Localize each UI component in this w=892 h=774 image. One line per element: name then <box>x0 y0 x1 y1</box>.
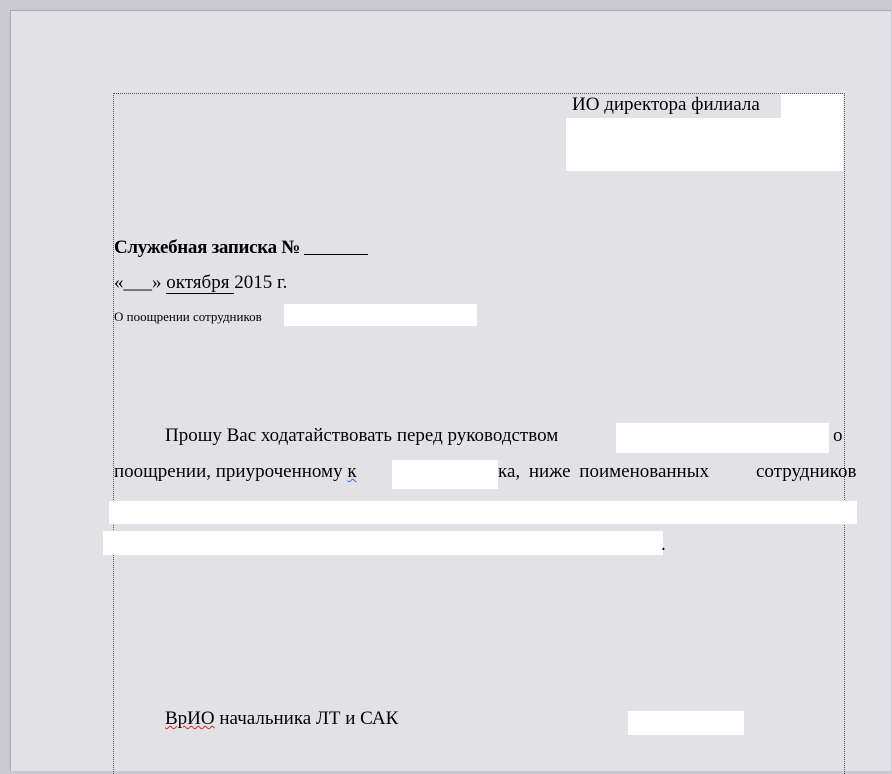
redacted-block <box>566 118 843 171</box>
paragraph-line-2-end: сотрудников <box>756 461 857 482</box>
signature-title: начальника ЛТ и САК <box>214 708 399 729</box>
spellcheck-marked-word: ВрИО <box>165 708 215 729</box>
signature-line <box>165 708 398 730</box>
grammar-marked-word: к <box>347 461 357 482</box>
paragraph-period: . <box>661 534 666 555</box>
paragraph-line-2-start <box>114 461 357 483</box>
memo-title-text: Служебная записка № <box>114 237 301 258</box>
redacted-block <box>616 423 829 453</box>
addressee-line: ИО директора филиала <box>572 94 760 115</box>
memo-title <box>114 236 368 259</box>
redacted-block <box>628 711 744 735</box>
paragraph-line-2-mid: ка, ниже поименованных <box>498 461 709 482</box>
redacted-block <box>109 501 857 524</box>
redacted-block <box>284 304 477 326</box>
memo-number-blank <box>304 236 368 255</box>
paragraph-line-1-end: о <box>833 425 843 446</box>
redacted-block <box>103 531 663 555</box>
redacted-block <box>392 460 498 489</box>
date-year: 2015 г. <box>234 272 288 293</box>
paragraph-line-1: Прошу Вас ходатайствовать перед руководством <box>165 425 559 446</box>
memo-date <box>114 272 287 294</box>
redacted-block <box>781 94 843 118</box>
memo-subject: О поощрении сотрудников <box>114 309 262 324</box>
paragraph-text: поощрении, приуроченному <box>114 461 348 482</box>
date-month: октября <box>166 272 235 293</box>
date-day: «___» <box>114 272 167 293</box>
